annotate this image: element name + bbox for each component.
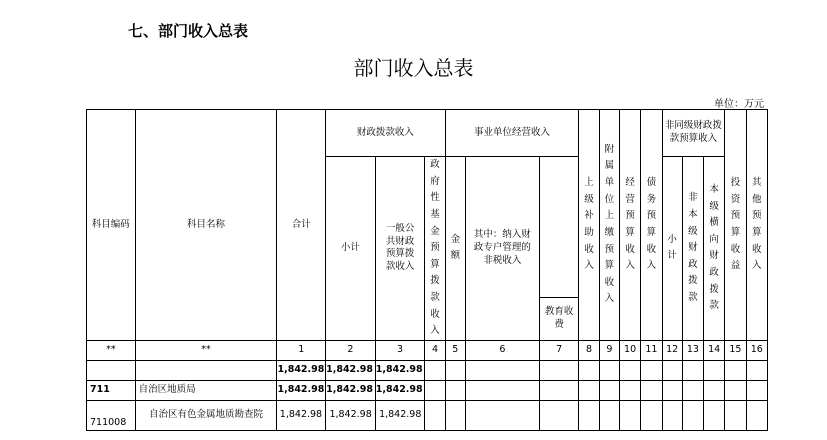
row-general: 1,842.98: [375, 400, 425, 430]
page-title: 部门收入总表: [353, 56, 474, 80]
index-cell: 11: [641, 340, 662, 360]
index-cell: 16: [746, 340, 767, 360]
index-cell: 1: [277, 340, 326, 360]
row-subtotal: 1,842.98: [326, 400, 376, 430]
row-subtotal: 1,842.98: [326, 380, 376, 400]
header-name: 科目名称: [135, 110, 277, 341]
row-subtotal: 1,842.98: [326, 360, 376, 380]
index-cell: 15: [725, 340, 746, 360]
header-superior: 上级补助收入: [584, 177, 594, 272]
row-name: 自治区地质局: [135, 380, 277, 400]
income-summary-table: [86, 109, 768, 431]
row-code: 711: [87, 380, 136, 400]
header-total: 合计: [277, 110, 326, 341]
index-cell: 2: [326, 340, 376, 360]
index-cell: **: [87, 340, 136, 360]
index-cell: 3: [375, 340, 425, 360]
table-row: [87, 360, 768, 380]
header-other: 其他预算收入: [752, 177, 762, 272]
index-cell: **: [135, 340, 277, 360]
table-row: [87, 380, 768, 400]
row-total: 1,842.98: [277, 360, 326, 380]
row-total: 1,842.98: [277, 380, 326, 400]
index-cell: 9: [599, 340, 619, 360]
header-business-amount: 金额: [450, 233, 461, 262]
index-cell: 8: [579, 340, 599, 360]
index-cell: 14: [704, 340, 725, 360]
header-fiscal: 财政拨款收入: [326, 110, 446, 157]
header-fiscal-fund: 政府性基金预算拨款收入: [430, 159, 440, 337]
header-nonpeer-horizontal: 本级横向财政拨款: [709, 183, 719, 312]
header-operating: 经营预算收入: [625, 177, 635, 272]
index-cell: 6: [465, 340, 539, 360]
row-name: [135, 360, 277, 380]
row-general: 1,842.98: [375, 380, 425, 400]
header-business-edu-top: [539, 157, 579, 298]
unit-label: 单位：万元: [714, 99, 764, 110]
header-fiscal-general: 一般公共财政预算拨款收入: [375, 157, 425, 341]
index-cell: 5: [445, 340, 465, 360]
header-nonpeer: 非同级财政拨款预算收入: [662, 110, 725, 157]
index-cell: 7: [539, 340, 579, 360]
row-total: 1,842.98: [277, 400, 326, 430]
row-code: 711008: [87, 400, 136, 430]
section-title: 七、部门收入总表: [128, 22, 249, 40]
table-row: [87, 400, 768, 430]
row-code: [87, 360, 136, 380]
index-cell: 12: [662, 340, 682, 360]
header-nonpeer-subtotal: 小计: [667, 233, 677, 262]
index-cell: 13: [682, 340, 703, 360]
header-business: 事业单位经营收入: [445, 110, 579, 157]
header-debt: 债务预算收入: [646, 177, 657, 272]
row-name: 自治区有色金属地质勘查院: [135, 400, 277, 430]
header-code: 科目编码: [87, 110, 136, 341]
row-general: 1,842.98: [375, 360, 425, 380]
header-business-among: 其中：纳入财政专户管理的非税收入: [465, 157, 539, 341]
header-nonpeer-nonlevel: 非本级财政拨款: [688, 192, 698, 303]
header-investment: 投资预算收益: [730, 177, 741, 272]
header-fiscal-subtotal: 小计: [326, 157, 376, 341]
header-subsidiary: 附属单位上缴预算收入: [604, 143, 615, 305]
header-business-edu: 教育收费: [539, 297, 579, 340]
index-row: [87, 340, 768, 360]
index-cell: 10: [619, 340, 640, 360]
index-cell: 4: [425, 340, 445, 360]
